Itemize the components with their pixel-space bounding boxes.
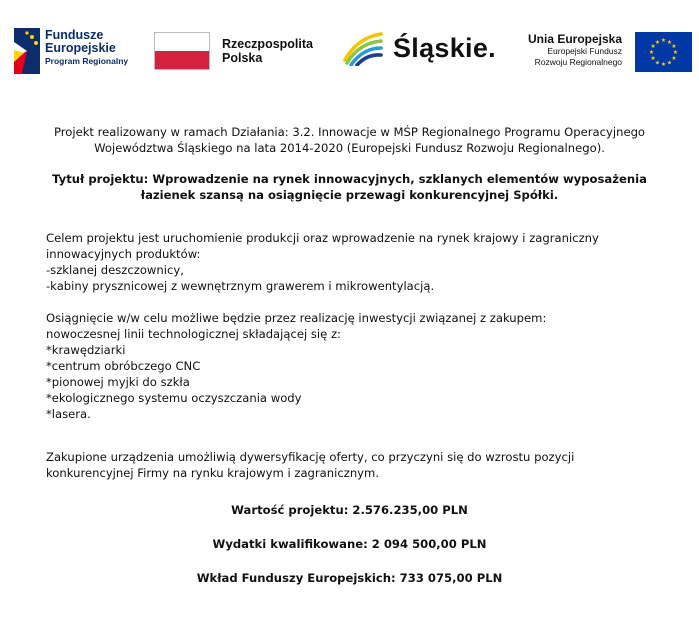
investment-item: *ekologicznego systemu oczyszczania wody [46,391,302,405]
logo-bar [0,0,699,110]
unia-europejska-logo [528,32,692,72]
polish-flag-icon [154,32,210,70]
eu-star-icon: ★ [650,55,656,63]
polska-line1: Rzeczpospolita [222,37,313,51]
summary-line2: konkurencyjnej Firmy na rynku krajowym i zagranicznym. [46,466,380,480]
fundusze-line1: Fundusze [45,28,104,42]
rzeczpospolita-polska-logo [154,32,313,70]
unia-line3: Rozwoju Regionalnego [534,57,623,67]
eu-star-icon: ★ [666,59,673,67]
intro-line2: Województwa Śląskiego na lata 2014-2020 (Europejski Fundusz Rozwoju Regionalnego). [94,141,605,155]
eu-contribution: Wkład Funduszy Europejskich: 733 075,00 PLN [196,571,503,585]
eu-star-icon: ★ [648,49,655,57]
goal-line2: innowacyjnych produktów: [46,247,201,261]
slaskie-waves-icon [343,30,383,66]
fundusze-line3: Program Regionalny [45,56,129,66]
fundusze-europejskie-emblem-icon [14,28,40,74]
slaskie-name: Śląskie. [393,32,496,63]
eu-star-icon: ★ [672,49,679,57]
eu-star-icon: ★ [650,43,656,51]
eligible-expenses: Wydatki kwalifikowane: 2 094 500,00 PLN [212,537,487,551]
investment-item: *centrum obróbczego CNC [46,359,201,373]
eu-star-icon: ★ [671,43,677,51]
intro-line1: Projekt realizowany w ramach Działania: 3.2. Innowacje w MŚP Regionalnego Programu Operacyjnego [53,125,646,139]
project-title-line2: łazienek szansą na osiągnięcie przewagi konkurencyjnej Spółki. [140,188,559,202]
polska-line2: Polska [222,51,263,65]
investment-item: *lasera. [46,407,91,421]
eu-star-icon: ★ [666,38,673,46]
product-item: -szklanej deszczownicy, [46,263,184,277]
investment-item: *pionowej myjki do szkła [46,375,190,389]
investment-line1: Osiągnięcie w/w celu możliwe będzie przez realizację inwestycji związanej z zakupem: [46,311,547,325]
slaskie-logo [343,30,496,66]
eu-flag-icon [635,32,692,72]
fundusze-line2: Europejskie [45,41,116,55]
investment-line2: nowoczesnej linii technologicznej składającej się z: [46,327,341,341]
eu-star-icon: ★ [654,38,661,46]
unia-line1: Unia Europejska [528,32,623,46]
unia-line2: Europejski Fundusz [547,46,623,56]
eu-star-icon: ★ [660,37,667,45]
goal-line1: Celem projektu jest uruchomienie produkcji oraz wprowadzenie na rynek krajowy i zagraniczny [46,231,599,245]
eu-star-icon: ★ [671,55,677,63]
eu-star-icon: ★ [654,59,661,67]
project-value: Wartość projektu: 2.576.235,00 PLN [231,503,468,517]
summary-line1: Zakupione urządzenia umożliwią dywersyfikację oferty, co przyczyni się do wzrostu pozycji [46,450,575,464]
product-item: -kabiny prysznicowej z wewnętrznym grawerem i mikrowentylacją. [46,279,435,293]
fundusze-europejskie-logo [14,28,128,74]
investment-item: *krawędziarki [46,343,126,357]
eu-star-icon: ★ [660,61,667,69]
project-title-line1: Tytuł projektu: Wprowadzenie na rynek innowacyjnych, szklanych elementów wyposażenia [52,172,647,186]
